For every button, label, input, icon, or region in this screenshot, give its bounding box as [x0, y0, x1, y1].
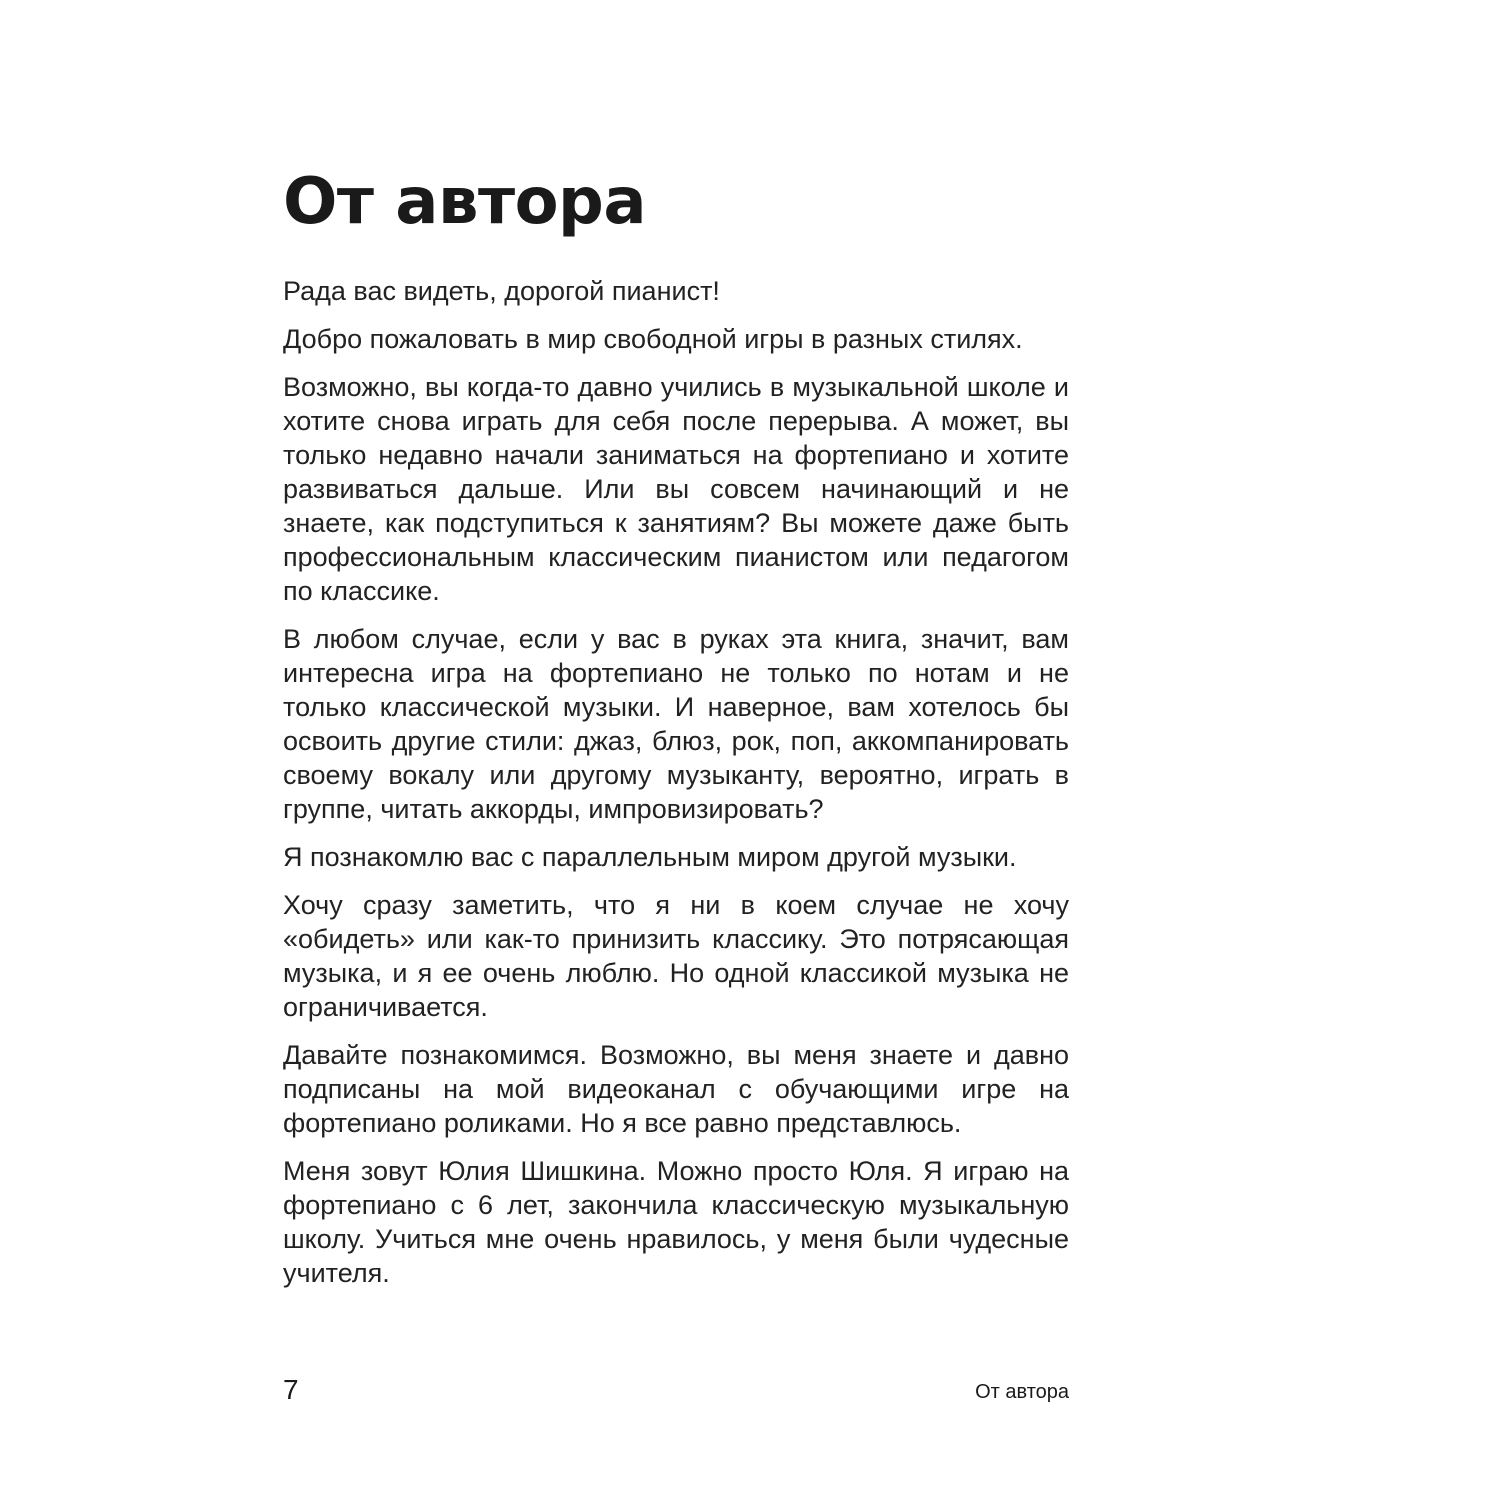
- page-content: [283, 162, 1069, 1304]
- paragraph: Возможно, вы когда-то давно учились в музыкальной школе и хотите снова играть для себя после перерыва. А может, вы только недавно начали заниматься на фортепиано и хотите развиваться дальше. Или вы совсем начинающий и не знаете, как подступиться к занятиям? Вы можете даже быть профессиональным классическим пианистом или педагогом по классике.: [283, 372, 1069, 606]
- paragraph: Меня зовут Юлия Шишкина. Можно просто Юля. Я играю на фортепиано с 6 лет, закончила классическую музыкальную школу. Учиться мне очень нравилось, у меня были чудесные учителя.: [283, 1156, 1069, 1288]
- page-footer: [283, 1372, 1069, 1408]
- paragraph: Добро пожаловать в мир свободной игры в разных стилях.: [283, 324, 1023, 354]
- paragraph: В любом случае, если у вас в руках эта книга, значит, вам интересна игра на фортепиано не только по нотам и не только классической музыки. И наверное, вам хотелось бы освоить другие стили: джаз, блюз, рок, поп, аккомпанировать своему вокалу или другому музыканту, вероятно, играть в группе, читать аккорды, импровизировать?: [283, 624, 1069, 824]
- page-number: 7: [283, 1374, 299, 1405]
- paragraph: Я познакомлю вас с параллельным миром другой музыки.: [283, 842, 1017, 872]
- paragraph: Хочу сразу заметить, что я ни в коем случае не хочу «обидеть» или как-то принизить классику. Это потрясающая музыка, и я ее очень люблю. Но одной классикой музыка не ограничивается.: [283, 890, 1069, 1022]
- chapter-title: От автора: [283, 165, 647, 239]
- paragraph: Давайте познакомимся. Возможно, вы меня знаете и давно подписаны на мой видеоканал с обучающими игре на фортепиано роликами. Но я все равно представлюсь.: [283, 1040, 1069, 1138]
- running-head: От автора: [975, 1381, 1069, 1403]
- body-text: [283, 274, 1069, 1290]
- paragraph: Рада вас видеть, дорогой пианист!: [283, 276, 720, 306]
